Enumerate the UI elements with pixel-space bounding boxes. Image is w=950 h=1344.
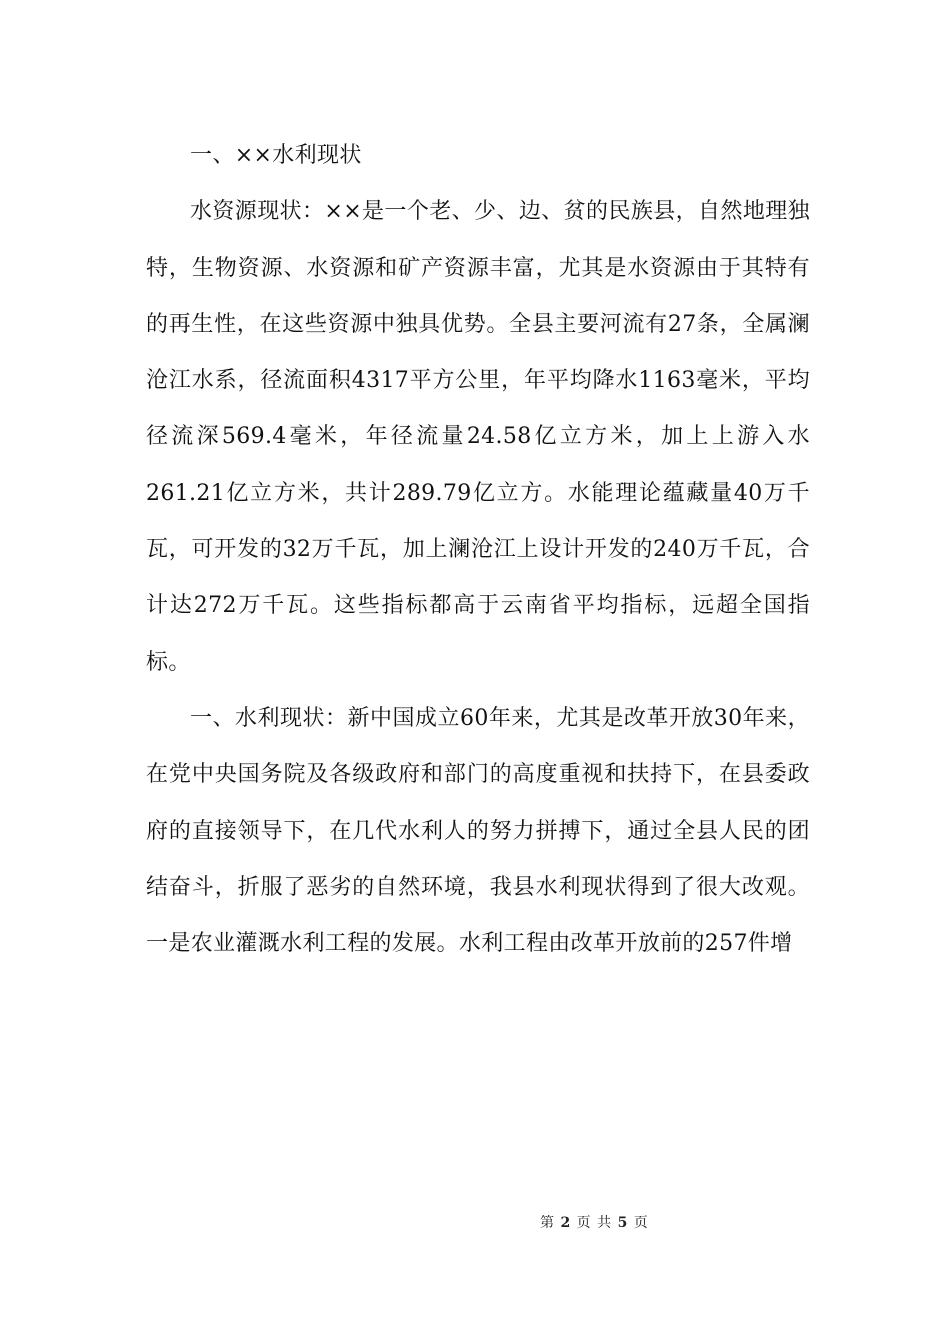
paragraph-water-conservancy: 一、水利现状：新中国成立60年来，尤其是改革开放30年来，在党中央国务院及各级政府和部门的高度重视和扶持下，在县委政府的直接领导下，在几代水利人的努力拼搏下，通过全县人民的团结奋斗，折服了恶劣的自然环境，我县水利现状得到了很大改观。一是农业灌溉水利工程的发展。水利工程由改革开放前的257件增 <box>146 705 810 957</box>
page-footer <box>540 1212 740 1232</box>
current-page-number: 2 <box>560 1215 572 1231</box>
document-body <box>146 128 810 972</box>
paragraph-water-resources: 水资源现状：××是一个老、少、边、贫的民族县，自然地理独特，生物资源、水资源和矿产资源丰富，尤其是水资源由于其特有的再生性，在这些资源中独具优势。全县主要河流有27条，全属澜沧江水系，径流面积4317平方公里，年平均降水1163毫米，平均径流深569.4毫米，年径流量24.58亿立方米，加上上游入水261.21亿立方米，共计289.79亿立方。水能理论蕴藏量40万千瓦，可开发的32万千瓦，加上澜沧江上设计开发的240万千瓦，合计达272万千瓦。这些指标都高于云南省平均指标，远超全国指标。 <box>146 199 810 675</box>
section-heading: 一、××水利现状 <box>190 143 362 168</box>
footer-middle: 页 共 <box>576 1215 613 1231</box>
footer-suffix: 页 <box>633 1215 649 1231</box>
total-page-number: 5 <box>617 1215 629 1231</box>
footer-prefix: 第 <box>540 1215 555 1231</box>
